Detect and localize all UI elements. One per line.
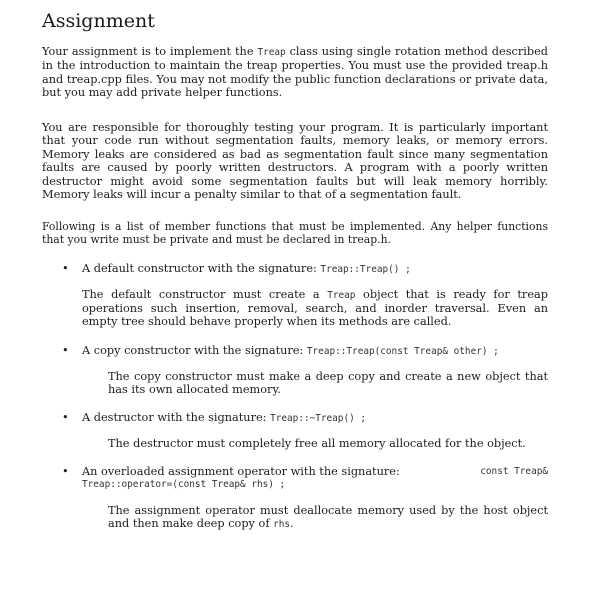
inline-code: rhs <box>273 519 291 530</box>
bullet-marker: • <box>62 344 69 357</box>
inline-code: Treap <box>327 290 356 301</box>
bullet-marker: • <box>62 262 69 275</box>
desc-text: object that is ready for treap operations such insertion, removal, search, and inorder traversal. Even an empty tree should behave properly when its methods are called. <box>82 288 548 328</box>
intro-paragraph-2: You are responsible for thoroughly testing your program. It is particularly important that your code run without segmentation faults, memory leaks, or memory errors. Memory leaks are considered as bad as segmentation fault since many segmentation faults are caused by poorly written destructors. A program with a poorly written destructor might avoid some segmentation faults but will leak memory horribly. Memory leaks will incur a penalty similar to that of a segmentation fault. <box>42 121 548 202</box>
intro-text: class using single rotation method described in the introduction to maintain the treap properties. You must use the provided treap.h and treap.cpp files. You may not modify the public function declarations or private data, but you may add private helper functions. <box>42 45 548 100</box>
signature-code: Treap::Treap() ; <box>320 264 411 275</box>
list-item-copy-constructor <box>82 344 548 358</box>
item-description <box>82 288 548 328</box>
item-description <box>108 504 548 531</box>
signature-code: const Treap& <box>480 466 548 477</box>
bullet-marker: • <box>62 465 69 478</box>
list-item-default-constructor <box>82 262 548 276</box>
list-item-destructor <box>82 411 548 425</box>
desc-text: The default constructor must create a <box>82 288 328 301</box>
signature-code: Treap::~Treap() ; <box>270 413 367 424</box>
intro-paragraph-3: Following is a list of member functions that must be implemented. Any helper functions that you write must be private and must be declared in treap.h. <box>42 220 548 247</box>
list-item-assignment-operator <box>82 465 548 491</box>
item-label: A destructor with the signature: <box>82 411 271 424</box>
item-label: A default constructor with the signature: <box>82 262 321 275</box>
signature-code: Treap::operator=(const Treap& rhs) ; <box>82 479 286 490</box>
inline-code: Treap <box>257 47 286 58</box>
signature-line-1 <box>82 465 548 478</box>
intro-paragraph-1 <box>42 45 548 100</box>
item-label: A copy constructor with the signature: <box>82 344 307 357</box>
desc-text: . <box>290 517 294 530</box>
page-title: Assignment <box>42 10 155 32</box>
intro-text: Your assignment is to implement the <box>42 45 258 58</box>
bullet-marker: • <box>62 411 69 424</box>
item-description: The destructor must completely free all memory allocated for the object. <box>108 437 526 450</box>
item-label: An overloaded assignment operator with the signature: <box>82 465 400 478</box>
desc-text: The assignment operator must deallocate memory used by the host object and then make deep copy of <box>108 504 548 530</box>
signature-code: Treap::Treap(const Treap& other) ; <box>306 346 499 357</box>
item-description: The copy constructor must make a deep copy and create a new object that has its own allocated memory. <box>108 370 548 396</box>
